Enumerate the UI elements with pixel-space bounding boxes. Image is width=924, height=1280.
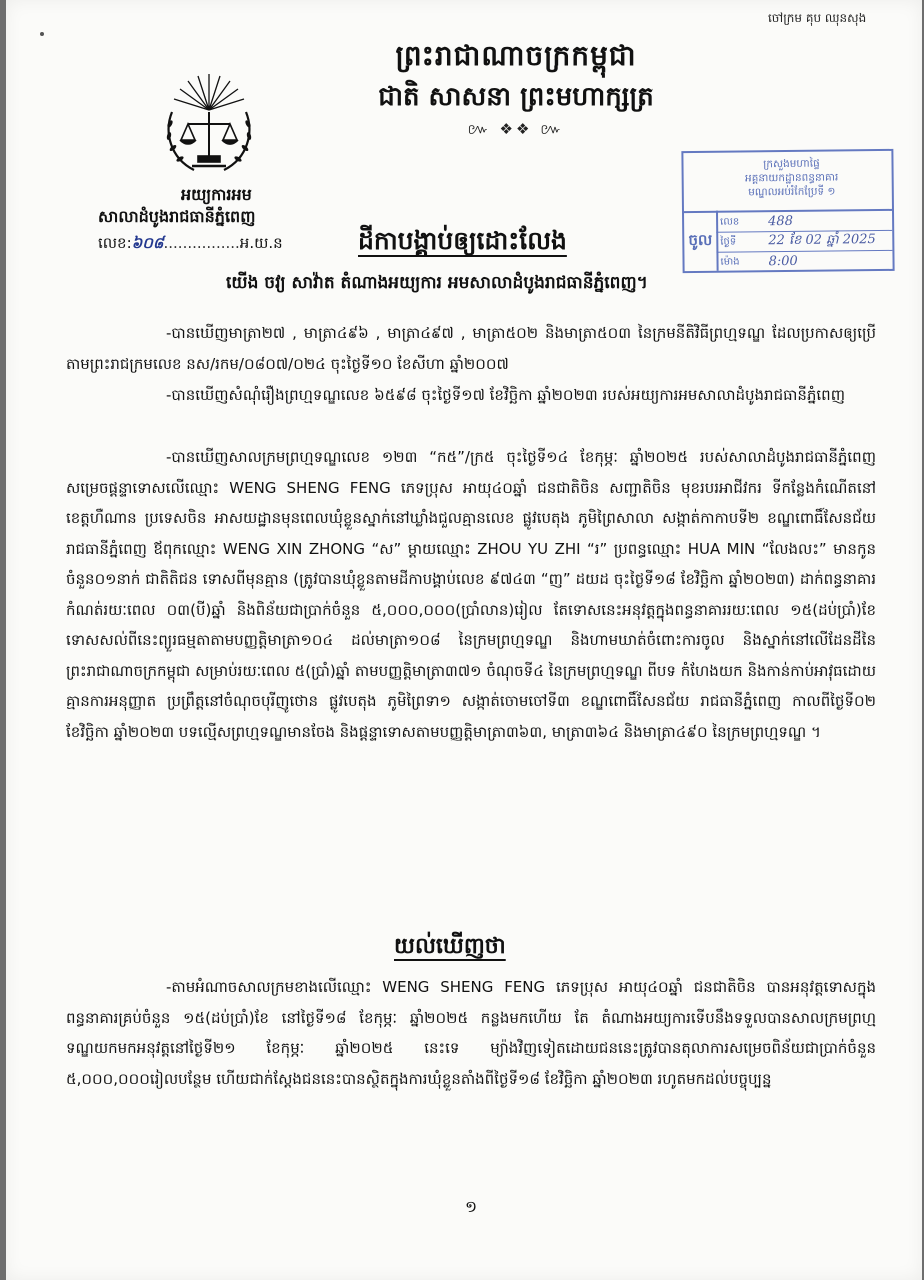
corner-note: ចៅក្រម គុប ឈុនសុង <box>768 11 867 25</box>
document-preamble: យើង ចវ្យ សាវ៉ាត តំណាងអយ្យការ អមសាលាដំបូងរាជធានីភ្នំពេញ។ <box>226 273 648 293</box>
stamp-row-label: ថ្ងៃទី <box>720 236 737 248</box>
reference-number-value: ៦០៨ <box>131 234 164 252</box>
stamp-department: អគ្គនាយកដ្ឋានពន្ធនាគារ <box>744 171 839 185</box>
prosecution-emblem-icon <box>154 72 264 182</box>
document-title: ដីកាបង្គាប់ឲ្យដោះលែង <box>358 226 567 255</box>
paragraph-judgment <box>66 442 876 747</box>
ornament-divider: ៚ ❖❖ ៚ <box>467 120 565 138</box>
paragraph-legal-basis <box>66 318 876 379</box>
stamp-row-number <box>716 211 892 233</box>
scan-speck <box>40 32 44 36</box>
paragraph-text: -បានឃើញមាត្រា២៧ , មាត្រា៤៩៦ , មាត្រា៤៩៧ , មាត្រា៥០២ និងមាត្រា៥០៣ នៃក្រមនីតិវិធីព្រហ្មទណ្ឌ ដែលប្រកាសឲ្យប្រើតាមព្រះរាជក្រមលេខ នស/រកម/០៨០៧/០២៤ ចុះថ្ងៃទី១០ ខែសីហា ឆ្នាំ២០០៧ <box>66 324 876 373</box>
stamp-row-label: លេខ <box>720 216 740 228</box>
stamp-ministry: ក្រសួងមហាផ្ទៃ <box>763 157 820 171</box>
stamp-side-label: ចូល <box>684 211 719 271</box>
paragraph-case-file <box>66 380 876 411</box>
issuer-office-line1: អយ្យការអម <box>181 185 252 204</box>
kingdom-header: ព្រះរាជាណាចក្រកម្ពុជា <box>395 39 637 72</box>
reference-dots: ................ <box>163 234 240 252</box>
stamp-row-value: 8:00 <box>768 253 798 270</box>
reference-suffix: អ.យ.ន <box>239 234 283 252</box>
paragraph-text: -តាមអំណាចសាលក្រមខាងលើឈ្មោះ WENG SHENG FENG ភេទប្រុស អាយុ៤០ឆ្នាំ ជនជាតិចិន បានអនុវត្តទោសក្នុងពន្ធនាគារគ្រប់ចំនួន ១៥(ដប់ប្រាំ)ខែ នៅថ្ងៃទី១៨ ខែកុម្ភៈ ឆ្នាំ២០២៥ កន្លងមកហើយ តែ តំណាងអយ្យការទើបនឹងទទួលបានសាលក្រមព្រហ្មទណ្ឌយកមកអនុវត្តនៅថ្ងៃទី២១ ខែកុម្ភៈ ឆ្នាំ២០២៥ នេះទេ ម្យ៉ាងវិញទៀតដោយជននេះត្រូវបានតុលាការសម្រេចពិន័យជាប្រាក់ចំនួន ៥,០០០,០០០រៀលបន្ថែម ហើយជាក់ស្តែងជននេះបានស្ថិតក្នុងការឃុំខ្លួនតាំងពីថ្ងៃទី១៨ ខែវិច្ឆិកា ឆ្នាំ២០២៣ រហូតមកដល់បច្ចុប្បន្ន <box>66 978 876 1088</box>
paragraph-text: -បានឃើញសាលក្រមព្រហ្មទណ្ឌលេខ ១២៣ “ក៥”/ក្រ៥ ចុះថ្ងៃទី១៤ ខែកុម្ភៈ ឆ្នាំ២០២៥ របស់សាលាដំបូងរាជធានីភ្នំពេញ សម្រេចផ្តន្ទាទោសលើឈ្មោះ WENG SHENG FENG ភេទប្រុស អាយុ៤០ឆ្នាំ ជនជាតិចិន សញ្ជាតិចិន មុខរបរអាជីវករ ទីកន្លែងកំណើតនៅខេត្តហឺណាន ប្រទេសចិន អាសយដ្ឋានមុនពេលឃុំខ្លួនស្នាក់នៅឃ្លាំងជួលគ្មានលេខ ផ្លូវបេតុង ភូមិព្រៃសាលា សង្កាត់កាកាបទី២ ខណ្ឌពោធិ៍សែនជ័យ រាជធានីភ្នំពេញ ឪពុកឈ្មោះ WENG XIN ZHONG “ស” ម្តាយឈ្មោះ ZHOU YU ZHI “រ” ប្រពន្ធឈ្មោះ HUA MIN “លែងលះ” មានកូនចំនួន០១នាក់ ជាតិតិជន ទោសពីមុនគ្មាន (ត្រូវបានឃុំខ្លួនតាមដីកាបង្គាប់លេខ ៩៧៤៣ “ញ” ដយដ ចុះថ្ងៃទី១៨ ខែវិច្ឆិកា ឆ្នាំ២០២៣) ដាក់ពន្ធនាគារកំណត់រយៈពេល ០៣(បី)ឆ្នាំ និងពិន័យជាប្រាក់ចំនួន ៥,០០០,០០០(ប្រាំលាន)រៀល តែទោសនេះអនុវត្តក្នុងពន្ធនាគាររយៈពេល ១៥(ដប់ប្រាំ)ខែ ទោសសល់ពីនេះព្យួរធម្មតាតាមបញ្ញត្តិមាត្រា១០៤ ដល់មាត្រា១០៨ នៃក្រមព្រហ្មទណ្ឌ និងហាមឃាត់ចំពោះការចូល និងស្នាក់នៅលើដែនដីនៃព្រះរាជាណាចក្រកម្ពុជា សម្រាប់រយៈពេល ៥(ប្រាំ)ឆ្នាំ តាមបញ្ញត្តិមាត្រា៣៧១ ចំណុចទី៤ នៃក្រមព្រហ្មទណ្ឌ ពីបទ កំហែងយក និងកាន់កាប់អាវុធដោយគ្មានការអនុញ្ញាត ប្រព្រឹត្តនៅចំណុចបុរីញូថោន ផ្លូវបេតុង ភូមិព្រៃទា១ សង្កាត់ចោមចៅទី៣ ខណ្ឌពោធិ៍សែនជ័យ រាជធានីភ្នំពេញ កាលពីថ្ងៃទី០២ ខែវិច្ឆិកា ឆ្នាំ២០២៣ បទល្មើសព្រហ្មទណ្ឌមានចែង និងផ្តន្ទាទោសតាមបញ្ញត្តិមាត្រា៣៦៣, មាត្រា៣៦៤ និងមាត្រា៤៩០ នៃក្រមព្រហ្មទណ្ឌ ។ <box>66 448 876 741</box>
reference-number <box>98 234 283 256</box>
stamp-row-value: 488 <box>768 213 794 230</box>
issuer-office-line2: សាលាដំបូងរាជធានីភ្នំពេញ <box>98 207 256 226</box>
section-heading-findings: យល់ឃើញថា <box>394 934 506 959</box>
stamp-row-label: ម៉ោង <box>720 256 740 268</box>
page-number: ១ <box>464 1197 478 1216</box>
document-page <box>6 0 922 1280</box>
stamp-center: មណ្ឌលអប់រំកែប្រែទី ១ <box>748 185 836 199</box>
stamp-row-date <box>716 231 892 253</box>
reference-label: លេខ: <box>98 234 132 252</box>
stamp-row-time <box>716 251 892 272</box>
paragraph-text: -បានឃើញសំណុំរឿងព្រហ្មទណ្ឌលេខ ៦៥៩៨ ចុះថ្ងៃទី១៧ ខែវិច្ឆិកា ឆ្នាំ២០២៣ របស់អយ្យការអមសាលាដំបូងរាជធានីភ្នំពេញ <box>166 386 845 404</box>
paragraph-findings <box>66 972 876 1094</box>
received-stamp <box>681 149 894 273</box>
national-motto: ជាតិ សាសនា ព្រះមហាក្សត្រ <box>378 82 654 112</box>
stamp-rows <box>716 209 893 271</box>
stamp-row-value: 22 ខែ 02 ឆ្នាំ 2025 <box>768 232 876 249</box>
